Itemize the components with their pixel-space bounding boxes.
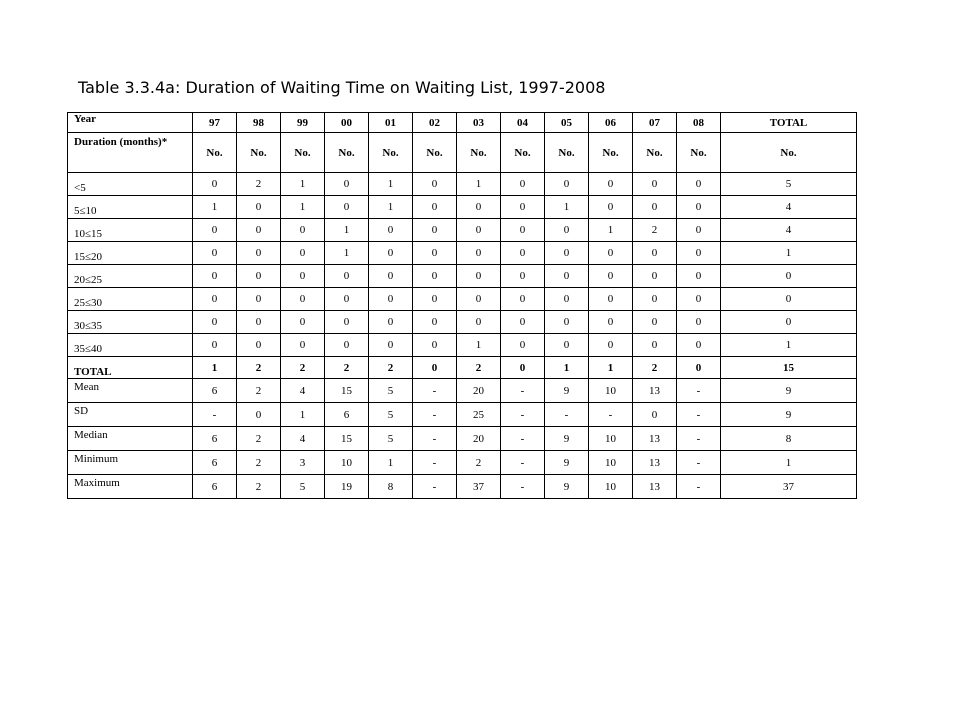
table-cell: 1 bbox=[193, 196, 237, 219]
stat-cell: 3 bbox=[281, 451, 325, 475]
stat-cell: 5 bbox=[369, 403, 413, 427]
table-cell: 0 bbox=[457, 265, 501, 288]
stat-cell: - bbox=[501, 427, 545, 451]
table-cell: 0 bbox=[413, 288, 457, 311]
table-row bbox=[68, 173, 857, 196]
stat-cell: 37 bbox=[721, 475, 857, 499]
stat-cell: 19 bbox=[325, 475, 369, 499]
table-cell: 0 bbox=[677, 173, 721, 196]
stat-cell: 0 bbox=[237, 403, 281, 427]
stat-cell: 2 bbox=[237, 379, 281, 403]
table-cell: 0 bbox=[677, 196, 721, 219]
stat-cell: 10 bbox=[589, 475, 633, 499]
total-cell: 0 bbox=[677, 357, 721, 379]
stat-label: Maximum bbox=[68, 475, 193, 499]
row-label: 20≤25 bbox=[68, 265, 193, 288]
year-header-cell: 05 bbox=[545, 113, 589, 133]
row-label: 10≤15 bbox=[68, 219, 193, 242]
total-cell: 2 bbox=[237, 357, 281, 379]
table-cell: 0 bbox=[237, 265, 281, 288]
table-cell: 0 bbox=[545, 288, 589, 311]
table-cell: 0 bbox=[589, 196, 633, 219]
stat-cell: 2 bbox=[237, 427, 281, 451]
stat-label: Mean bbox=[68, 379, 193, 403]
stat-cell: 13 bbox=[633, 451, 677, 475]
table-cell: 0 bbox=[721, 311, 857, 334]
table-cell: 2 bbox=[237, 173, 281, 196]
table-cell: 0 bbox=[413, 334, 457, 357]
stat-cell: 1 bbox=[281, 403, 325, 427]
unit-header-cell: No. bbox=[457, 133, 501, 173]
stat-cell: 10 bbox=[589, 451, 633, 475]
table-cell: 0 bbox=[193, 265, 237, 288]
table-title: Table 3.3.4a: Duration of Waiting Time on Waiting List, 1997-2008 bbox=[78, 78, 606, 97]
stat-cell: 9 bbox=[721, 403, 857, 427]
table-cell: 0 bbox=[281, 265, 325, 288]
stat-cell: 9 bbox=[545, 427, 589, 451]
table-cell: 4 bbox=[721, 219, 857, 242]
year-header-cell: 97 bbox=[193, 113, 237, 133]
total-row bbox=[68, 357, 857, 379]
table-cell: 0 bbox=[501, 311, 545, 334]
stat-cell: 5 bbox=[369, 427, 413, 451]
table-cell: 0 bbox=[369, 219, 413, 242]
stat-cell: - bbox=[413, 403, 457, 427]
stat-cell: - bbox=[501, 379, 545, 403]
table-cell: 0 bbox=[325, 265, 369, 288]
table-cell: 1 bbox=[281, 196, 325, 219]
stat-cell: - bbox=[677, 427, 721, 451]
table-cell: 0 bbox=[193, 288, 237, 311]
stat-cell: 6 bbox=[325, 403, 369, 427]
stat-cell: 6 bbox=[193, 451, 237, 475]
table-cell: 0 bbox=[545, 265, 589, 288]
table-cell: 0 bbox=[413, 219, 457, 242]
table-cell: 0 bbox=[677, 219, 721, 242]
table-cell: 0 bbox=[633, 173, 677, 196]
table-cell: 0 bbox=[721, 288, 857, 311]
stat-cell: - bbox=[501, 451, 545, 475]
table-cell: 0 bbox=[281, 288, 325, 311]
unit-header-cell: No. bbox=[193, 133, 237, 173]
year-header-cell: 00 bbox=[325, 113, 369, 133]
stat-cell: - bbox=[501, 475, 545, 499]
row-label: 5≤10 bbox=[68, 196, 193, 219]
stat-cell: 5 bbox=[281, 475, 325, 499]
table-cell: 0 bbox=[545, 173, 589, 196]
table-cell: 4 bbox=[721, 196, 857, 219]
table-cell: 0 bbox=[369, 242, 413, 265]
duration-label: Duration (months)* bbox=[68, 133, 193, 173]
stat-cell: 6 bbox=[193, 427, 237, 451]
table-cell: 0 bbox=[413, 242, 457, 265]
stat-cell: - bbox=[677, 475, 721, 499]
stat-cell: - bbox=[677, 379, 721, 403]
unit-header-cell: No. bbox=[545, 133, 589, 173]
total-label: TOTAL bbox=[68, 357, 193, 379]
table-cell: 0 bbox=[193, 219, 237, 242]
table-cell: 0 bbox=[237, 288, 281, 311]
stat-row bbox=[68, 379, 857, 403]
stat-cell: - bbox=[413, 451, 457, 475]
table-cell: 0 bbox=[501, 288, 545, 311]
table-cell: 1 bbox=[369, 196, 413, 219]
table-cell: 5 bbox=[721, 173, 857, 196]
table-cell: 0 bbox=[457, 288, 501, 311]
stat-cell: - bbox=[677, 451, 721, 475]
stat-row bbox=[68, 427, 857, 451]
table-cell: 0 bbox=[633, 334, 677, 357]
stat-cell: - bbox=[413, 475, 457, 499]
table-cell: 1 bbox=[281, 173, 325, 196]
year-header-cell: 01 bbox=[369, 113, 413, 133]
stat-cell: - bbox=[545, 403, 589, 427]
stat-label: Median bbox=[68, 427, 193, 451]
year-header-cell: TOTAL bbox=[721, 113, 857, 133]
total-cell: 1 bbox=[193, 357, 237, 379]
table-cell: 0 bbox=[633, 311, 677, 334]
stat-cell: 6 bbox=[193, 379, 237, 403]
table-cell: 0 bbox=[193, 311, 237, 334]
stat-cell: 2 bbox=[237, 451, 281, 475]
table-cell: 0 bbox=[413, 196, 457, 219]
table-cell: 0 bbox=[237, 196, 281, 219]
stat-cell: 2 bbox=[237, 475, 281, 499]
table-cell: 0 bbox=[325, 173, 369, 196]
stat-cell: 8 bbox=[721, 427, 857, 451]
table-cell: 0 bbox=[721, 265, 857, 288]
table-cell: 0 bbox=[237, 311, 281, 334]
table-cell: 0 bbox=[589, 334, 633, 357]
table-cell: 0 bbox=[413, 311, 457, 334]
table-cell: 0 bbox=[677, 311, 721, 334]
table-cell: 0 bbox=[589, 173, 633, 196]
year-header-cell: 06 bbox=[589, 113, 633, 133]
year-header-cell: 04 bbox=[501, 113, 545, 133]
table-cell: 1 bbox=[369, 173, 413, 196]
stat-cell: - bbox=[413, 427, 457, 451]
table-cell: 0 bbox=[237, 334, 281, 357]
table-cell: 1 bbox=[457, 173, 501, 196]
year-header-cell: 08 bbox=[677, 113, 721, 133]
stat-cell: 9 bbox=[545, 451, 589, 475]
stat-cell: 1 bbox=[721, 451, 857, 475]
table-cell: 0 bbox=[281, 242, 325, 265]
stat-cell: - bbox=[677, 403, 721, 427]
table-cell: 0 bbox=[369, 311, 413, 334]
stat-cell: - bbox=[193, 403, 237, 427]
table-row bbox=[68, 242, 857, 265]
table-cell: 1 bbox=[721, 334, 857, 357]
stat-cell: 5 bbox=[369, 379, 413, 403]
table-cell: 2 bbox=[633, 219, 677, 242]
table-cell: 0 bbox=[457, 196, 501, 219]
stat-label: Minimum bbox=[68, 451, 193, 475]
table-cell: 0 bbox=[677, 334, 721, 357]
year-header-cell: 03 bbox=[457, 113, 501, 133]
unit-header-cell: No. bbox=[501, 133, 545, 173]
stat-label: SD bbox=[68, 403, 193, 427]
row-label: 30≤35 bbox=[68, 311, 193, 334]
stat-cell: 1 bbox=[369, 451, 413, 475]
table-cell: 0 bbox=[369, 288, 413, 311]
waiting-time-table bbox=[67, 112, 857, 499]
table-cell: 0 bbox=[545, 311, 589, 334]
year-label: Year bbox=[68, 113, 193, 133]
table-cell: 0 bbox=[325, 288, 369, 311]
table-cell: 0 bbox=[589, 242, 633, 265]
table-cell: 0 bbox=[501, 196, 545, 219]
stat-row bbox=[68, 451, 857, 475]
stat-cell: 9 bbox=[721, 379, 857, 403]
table-row bbox=[68, 288, 857, 311]
stat-cell: 20 bbox=[457, 427, 501, 451]
total-cell: 1 bbox=[545, 357, 589, 379]
stat-cell: - bbox=[501, 403, 545, 427]
table-cell: 0 bbox=[501, 242, 545, 265]
table-cell: 0 bbox=[193, 242, 237, 265]
table-cell: 0 bbox=[589, 265, 633, 288]
unit-header-cell: No. bbox=[369, 133, 413, 173]
stat-cell: - bbox=[413, 379, 457, 403]
table-cell: 0 bbox=[369, 265, 413, 288]
table-cell: 0 bbox=[325, 334, 369, 357]
unit-header-cell: No. bbox=[633, 133, 677, 173]
total-cell: 2 bbox=[633, 357, 677, 379]
total-cell: 0 bbox=[413, 357, 457, 379]
table-cell: 1 bbox=[325, 242, 369, 265]
table-cell: 0 bbox=[237, 242, 281, 265]
stat-cell: 4 bbox=[281, 427, 325, 451]
stat-cell: 9 bbox=[545, 379, 589, 403]
table-cell: 0 bbox=[281, 219, 325, 242]
stat-cell: 15 bbox=[325, 379, 369, 403]
table-cell: 1 bbox=[325, 219, 369, 242]
table-cell: 0 bbox=[237, 219, 281, 242]
stat-cell: 13 bbox=[633, 379, 677, 403]
total-cell: 2 bbox=[457, 357, 501, 379]
unit-header-cell: No. bbox=[281, 133, 325, 173]
table-cell: 0 bbox=[545, 242, 589, 265]
table-cell: 0 bbox=[589, 288, 633, 311]
stat-cell: 13 bbox=[633, 427, 677, 451]
table-cell: 0 bbox=[193, 334, 237, 357]
table-cell: 0 bbox=[501, 219, 545, 242]
stat-cell: 8 bbox=[369, 475, 413, 499]
total-cell: 2 bbox=[369, 357, 413, 379]
row-label: 15≤20 bbox=[68, 242, 193, 265]
table-cell: 0 bbox=[325, 311, 369, 334]
unit-header-cell: No. bbox=[237, 133, 281, 173]
stat-cell: 0 bbox=[633, 403, 677, 427]
table-cell: 0 bbox=[633, 242, 677, 265]
table-cell: 0 bbox=[325, 196, 369, 219]
stat-cell: 13 bbox=[633, 475, 677, 499]
stat-cell: 2 bbox=[457, 451, 501, 475]
total-cell: 1 bbox=[589, 357, 633, 379]
stat-cell: 10 bbox=[589, 379, 633, 403]
table-cell: 0 bbox=[281, 311, 325, 334]
row-label: 35≤40 bbox=[68, 334, 193, 357]
unit-header-cell: No. bbox=[677, 133, 721, 173]
stat-cell: 4 bbox=[281, 379, 325, 403]
stat-cell: 15 bbox=[325, 427, 369, 451]
year-header-cell: 99 bbox=[281, 113, 325, 133]
table-row bbox=[68, 265, 857, 288]
table-cell: 0 bbox=[589, 311, 633, 334]
row-label: 25≤30 bbox=[68, 288, 193, 311]
table-cell: 0 bbox=[677, 242, 721, 265]
year-header-cell: 07 bbox=[633, 113, 677, 133]
stat-row bbox=[68, 475, 857, 499]
table-row bbox=[68, 334, 857, 357]
total-cell: 2 bbox=[281, 357, 325, 379]
table-cell: 0 bbox=[457, 311, 501, 334]
year-header-row bbox=[68, 113, 857, 133]
table-cell: 1 bbox=[589, 219, 633, 242]
stat-cell: 25 bbox=[457, 403, 501, 427]
table-cell: 0 bbox=[633, 196, 677, 219]
table-cell: 0 bbox=[457, 219, 501, 242]
table-cell: 0 bbox=[457, 242, 501, 265]
table-row bbox=[68, 219, 857, 242]
unit-header-row bbox=[68, 133, 857, 173]
table-cell: 0 bbox=[193, 173, 237, 196]
table-cell: 1 bbox=[721, 242, 857, 265]
table-row bbox=[68, 196, 857, 219]
stat-cell: - bbox=[589, 403, 633, 427]
total-cell: 0 bbox=[501, 357, 545, 379]
table-cell: 0 bbox=[501, 173, 545, 196]
table-cell: 1 bbox=[545, 196, 589, 219]
row-label: <5 bbox=[68, 173, 193, 196]
year-header-cell: 98 bbox=[237, 113, 281, 133]
unit-header-cell: No. bbox=[721, 133, 857, 173]
stat-cell: 9 bbox=[545, 475, 589, 499]
unit-header-cell: No. bbox=[413, 133, 457, 173]
table-cell: 0 bbox=[677, 288, 721, 311]
stat-cell: 20 bbox=[457, 379, 501, 403]
table-cell: 0 bbox=[281, 334, 325, 357]
stat-cell: 10 bbox=[325, 451, 369, 475]
table-cell: 1 bbox=[457, 334, 501, 357]
table-cell: 0 bbox=[677, 265, 721, 288]
stat-cell: 6 bbox=[193, 475, 237, 499]
table-row bbox=[68, 311, 857, 334]
year-header-cell: 02 bbox=[413, 113, 457, 133]
table-cell: 0 bbox=[633, 265, 677, 288]
table-cell: 0 bbox=[633, 288, 677, 311]
table-cell: 0 bbox=[413, 173, 457, 196]
table-cell: 0 bbox=[545, 219, 589, 242]
total-cell: 15 bbox=[721, 357, 857, 379]
unit-header-cell: No. bbox=[325, 133, 369, 173]
stat-cell: 10 bbox=[589, 427, 633, 451]
table-cell: 0 bbox=[501, 334, 545, 357]
table-cell: 0 bbox=[545, 334, 589, 357]
stat-row bbox=[68, 403, 857, 427]
table-cell: 0 bbox=[369, 334, 413, 357]
table-cell: 0 bbox=[413, 265, 457, 288]
table-cell: 0 bbox=[501, 265, 545, 288]
stat-cell: 37 bbox=[457, 475, 501, 499]
unit-header-cell: No. bbox=[589, 133, 633, 173]
total-cell: 2 bbox=[325, 357, 369, 379]
